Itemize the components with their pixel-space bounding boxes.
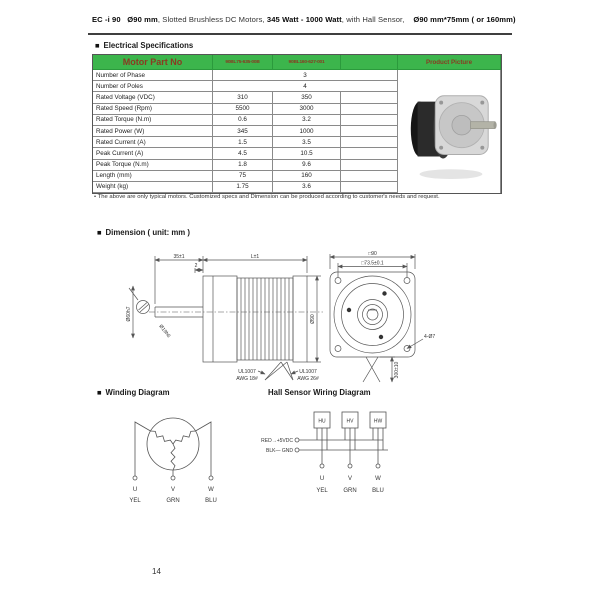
spec-row-value1: 5500 — [213, 104, 273, 115]
hall-phase-w: W — [375, 476, 381, 482]
dim-length-front: 35±1 — [173, 254, 185, 260]
spec-row-value1: 1.8 — [213, 160, 273, 171]
section-marker-icon: ■ — [95, 41, 100, 50]
hall-phase-v: V — [347, 476, 353, 482]
hall-sensor-hv: HV — [346, 418, 354, 425]
winding-terminal-labels — [129, 487, 217, 504]
spec-row-empty — [341, 160, 398, 171]
title-power-range: 345 Watt - 1000 Watt — [266, 15, 342, 24]
dim-body-diameter: Ø90 — [310, 314, 316, 324]
product-picture-cell — [398, 70, 501, 193]
motor-photo — [400, 76, 498, 188]
spec-row-value1: 310 — [213, 92, 273, 103]
spec-row-value2: 3000 — [273, 104, 341, 115]
winding-diagram — [108, 406, 238, 508]
hall-gnd-label: BLK— GND — [266, 448, 293, 454]
spec-row-value1: 1.75 — [213, 182, 273, 193]
spec-header-part-no: Motor Part No — [93, 55, 213, 70]
spec-row-value1: 0.6 — [213, 115, 273, 126]
spec-row-value2: 9.6 — [273, 160, 341, 171]
spec-row-label: Rated Speed (Rpm) — [93, 104, 213, 115]
hall-wire-grn: GRN — [343, 488, 357, 494]
dim-square: □90 — [368, 251, 377, 257]
hall-power-label: RED→+5VDC — [261, 438, 293, 444]
spec-header-model1: 90BL75-635-00B — [213, 55, 273, 70]
section-winding-label: Winding Diagram — [105, 388, 170, 397]
hall-sensor-hu: HU — [318, 418, 326, 425]
hall-labels — [261, 419, 384, 495]
spec-row-value2: 3.5 — [273, 137, 341, 148]
winding-wire-yel: YEL — [129, 498, 141, 504]
hall-sensor-hw: HW — [373, 418, 383, 425]
dim-lip: 2 — [194, 263, 198, 269]
dim-wire-length: 300±10 — [394, 361, 400, 379]
dimension-drawing — [95, 246, 445, 386]
spec-row-value2: 3.6 — [273, 182, 341, 193]
title-diameter: Ø90 mm — [127, 15, 158, 24]
wire2-type: UL1007 — [299, 369, 317, 375]
spec-row-label: Rated Voltage (VDC) — [93, 92, 213, 103]
winding-phase-w: W — [208, 487, 214, 493]
dim-boss-diameter: Ø60h7 — [126, 306, 132, 322]
section-electrical-label: Electrical Specifications — [103, 41, 194, 50]
spec-row-label: Number of Phase — [93, 70, 213, 81]
spec-row-label: Length (mm) — [93, 171, 213, 182]
title-series: EC -i 90 — [92, 15, 121, 24]
dim-holes: 4-Ø7 — [424, 334, 436, 340]
section-marker-icon: ■ — [97, 388, 102, 397]
title-description: , Slotted Brushless DC Motors, — [157, 15, 267, 24]
spec-header-model2: 90BL160-627-001 — [273, 55, 341, 70]
spec-row-empty — [341, 126, 398, 137]
dim-length-body: L±1 — [250, 254, 260, 260]
spec-row-label: Weight (kg) — [93, 182, 213, 193]
spec-row-value2: 10.5 — [273, 148, 341, 159]
title-size: Ø90 mm*75mm ( or 160mm) — [413, 15, 516, 24]
spec-row-label: Rated Power (W) — [93, 126, 213, 137]
spec-row-value1: 345 — [213, 126, 273, 137]
spec-row-empty — [341, 137, 398, 148]
hall-wire-yel: YEL — [316, 488, 328, 494]
hall-phase-u: U — [319, 476, 325, 482]
hall-sensor-wiring-diagram — [252, 406, 412, 508]
section-hall-label: Hall Sensor Wiring Diagram — [268, 388, 371, 397]
winding-phase-u: U — [132, 487, 138, 493]
spec-row-value-merged: 3 — [213, 70, 398, 81]
spec-row-label: Peak Torque (N.m) — [93, 160, 213, 171]
title-sensor: , with Hall Sensor, — [341, 15, 407, 24]
side-view-drawing — [129, 256, 323, 380]
spec-row-value1: 4.5 — [213, 148, 273, 159]
winding-wire-grn: GRN — [166, 498, 180, 504]
spec-row-empty — [341, 104, 398, 115]
spec-row-empty — [341, 92, 398, 103]
spec-header-product-picture: Product Picture — [398, 55, 501, 70]
wire1-type: UL1007 — [238, 369, 256, 375]
wire2-gauge: AWG 26# — [297, 376, 319, 382]
spec-row-label: Number of Poles — [93, 81, 213, 92]
spec-row-empty — [341, 182, 398, 193]
front-view-drawing — [330, 254, 423, 382]
dim-shaft-diameter: Ø19h6 — [157, 323, 172, 340]
spec-row-value1: 75 — [213, 171, 273, 182]
spec-row-label: Rated Current (A) — [93, 137, 213, 148]
section-dimension — [97, 228, 190, 237]
section-hall — [268, 388, 371, 397]
page-number: 14 — [152, 567, 161, 576]
wire1-gauge: AWG 18# — [236, 376, 258, 382]
spec-row-empty — [341, 115, 398, 126]
winding-phase-v: V — [170, 487, 176, 493]
winding-wire-blu: BLU — [205, 498, 217, 504]
section-electrical-specifications — [95, 41, 193, 50]
title-divider — [88, 33, 512, 35]
spec-row-label: Rated Torque (N.m) — [93, 115, 213, 126]
spec-table — [92, 54, 502, 194]
spec-row-label: Peak Current (A) — [93, 148, 213, 159]
section-dimension-label: Dimension ( unit: mm ) — [105, 228, 190, 237]
spec-row-value2: 1000 — [273, 126, 341, 137]
spec-row-empty — [341, 171, 398, 182]
spec-row-value2: 160 — [273, 171, 341, 182]
dim-hole-pitch: □73.5±0.1 — [361, 260, 384, 267]
spec-header-empty — [341, 55, 398, 70]
page-title — [92, 15, 516, 24]
section-marker-icon: ■ — [97, 228, 102, 237]
spec-row-value2: 350 — [273, 92, 341, 103]
spec-row-value2: 3.2 — [273, 115, 341, 126]
spec-row-value1: 1.5 — [213, 137, 273, 148]
section-winding — [97, 388, 170, 397]
spec-row-value-merged: 4 — [213, 81, 398, 92]
spec-row-empty — [341, 148, 398, 159]
hall-wire-blu: BLU — [372, 488, 384, 494]
spec-note: • The above are only typical motors. Customized specs and Dimension can be produced according to customer's needs and request. — [94, 194, 440, 200]
